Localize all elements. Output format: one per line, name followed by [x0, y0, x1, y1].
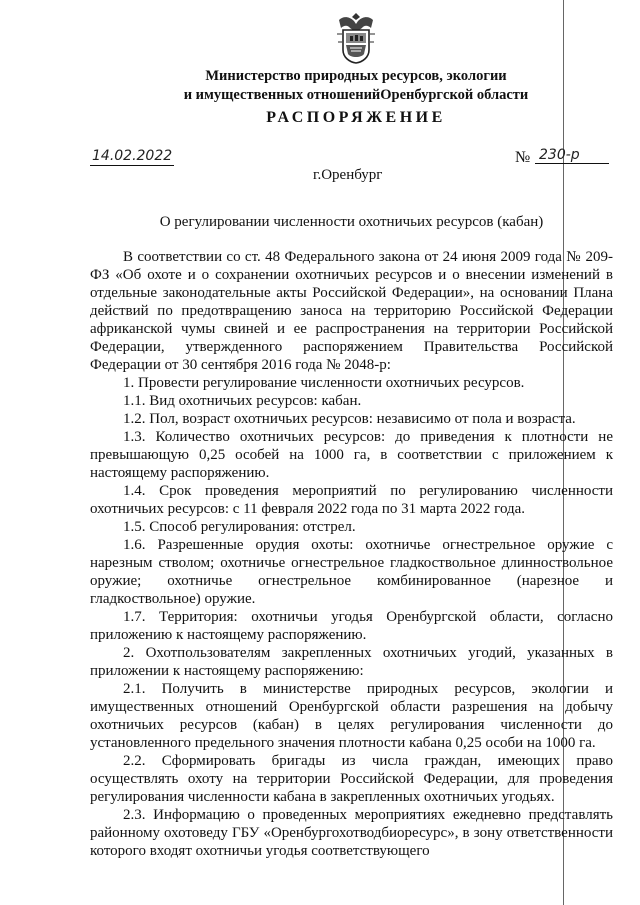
- number-label: №: [515, 149, 531, 166]
- ministry-name: [150, 67, 562, 105]
- city: г.Оренбург: [313, 167, 383, 183]
- paragraph: 1.1. Вид охотничьих ресурсов: кабан.: [123, 393, 362, 409]
- paragraph: 1.2. Пол, возраст охотничьих ресурсов: независимо от пола и возраста.: [123, 411, 576, 427]
- paragraph: 1.7. Территория: охотничьи угодья Оренбургской области, согласно приложению к настоящему распоряжению.: [90, 609, 613, 643]
- coat-of-arms-icon: [333, 12, 379, 64]
- document-title: РАСПОРЯЖЕНИЕ: [266, 109, 446, 126]
- preamble-paragraph: В соответствии со ст. 48 Федерального закона от 24 июня 2009 года № 209-ФЗ «Об охоте и о сохранении охотничьих ресурсов и о внесении изменений в отдельные законодательные акты Российской Федерации», на основании Плана действий по предотвращению заноса на территорию Российской Федерации африканской чумы свиней и ее распространения на территории Российской Федерации, утвержденного распоряжением Правительства Российской Федерации от 30 сентября 2016 года № 2048-р:: [90, 249, 613, 373]
- document-number: 230-р: [535, 147, 609, 164]
- paragraph: 2. Охотпользователям закрепленных охотничьих угодий, указанных в приложении к настоящему распоряжению:: [90, 645, 613, 679]
- paragraph: 1.3. Количество охотничьих ресурсов: до приведения к плотности не превышающую 0,25 особей на 1000 га, в соответствии с приложением к настоящему распоряжению.: [90, 429, 613, 481]
- paragraph: 2.3. Информацию о проведенных мероприятиях ежедневно представлять районному охотоведу ГБУ «Оренбургохотводбиоресурс», в зону ответственности которого входят охотничьи угодья соответствующего: [90, 807, 613, 859]
- paragraph: 2.1. Получить в министерстве природных ресурсов, экологии и имущественных отношений Оренбургской области разрешения на добычу охотничьих ресурсов (кабан) в целях регулирования численности до установленного предельного значения плотности кабана 0,25 особи на 1000 га.: [90, 681, 613, 751]
- paragraph: 1. Провести регулирование численности охотничьих ресурсов.: [123, 375, 525, 391]
- paragraph: 2.2. Сформировать бригады из числа граждан, имеющих право осуществлять охоту на территории Российской Федерации, для проведения регулирования численности кабана в закрепленных охотничьих угодьях.: [90, 753, 613, 805]
- document-date: 14.02.2022: [92, 148, 173, 164]
- paragraph: 1.6. Разрешенные орудия охоты: охотничье огнестрельное оружие с нарезным стволом; охотничье огнестрельное гладкоствольное длинноствольное оружие; охотничье огнестрельное комбинированное (нарезное и гладкоствольное) оружие.: [90, 537, 613, 607]
- document-subject: О регулировании численности охотничьих ресурсов (кабан): [159, 214, 544, 230]
- ministry-name-line2: и имущественных отношенийОренбургской области: [183, 87, 529, 103]
- paragraph: 1.4. Срок проведения мероприятий по регулированию численности охотничьих ресурсов: с 11 февраля 2022 года по 31 марта 2022 года.: [90, 483, 613, 517]
- paragraph: 1.5. Способ регулирования: отстрел.: [123, 519, 356, 535]
- document-body: [90, 248, 613, 860]
- ministry-name-line1: Министерство природных ресурсов, экологии: [205, 68, 507, 84]
